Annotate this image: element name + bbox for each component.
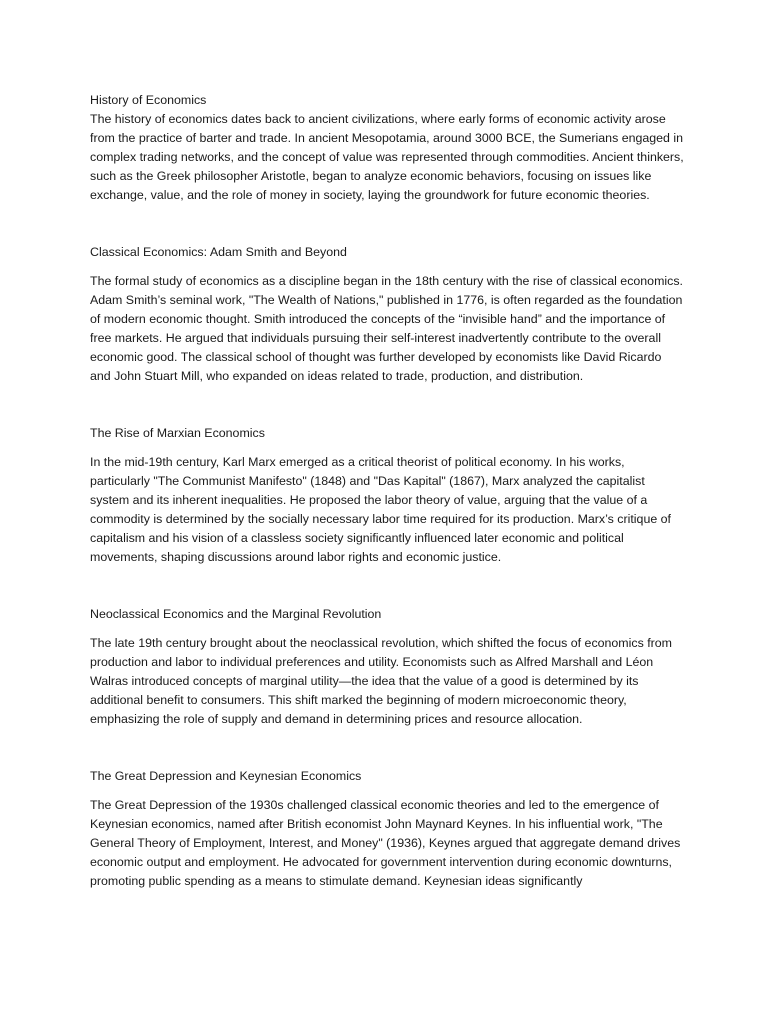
section-heading: Classical Economics: Adam Smith and Beyond xyxy=(90,245,347,259)
section-heading: The Rise of Marxian Economics xyxy=(90,426,265,440)
section-paragraph: The late 19th century brought about the neoclassical revolution, which shifted the focus of economics from production and labor to individual preferences and utility. Economists such as Alfred Marshall and Léon Walras introduced concepts of marginal utility—the idea that the value of a good is determined by its additional benefit to consumers. This shift marked the beginning of modern microeconomic theory, emphasizing the role of supply and demand in determining prices and resource allocation. xyxy=(90,636,672,726)
section-paragraph: The formal study of economics as a discipline began in the 18th century with the rise of classical economics. Adam Smith’s seminal work, "The Wealth of Nations," published in 1776, is often regarded as the foundation of modern economic thought. Smith introduced the concepts of the “invisible hand” and the importance of free markets. He argued that individuals pursuing their self-interest inadvertently contribute to the overall economic good. The classical school of thought was further developed by economists like David Ricardo and John Stuart Mill, who expanded on ideas related to trade, production, and distribution. xyxy=(90,274,683,383)
section-paragraph: In the mid-19th century, Karl Marx emerged as a critical theorist of political economy. In his works, particularly "The Communist Manifesto" (1848) and "Das Kapital" (1867), Marx analyzed the capitalist system and its inherent inequalities. He proposed the labor theory of value, arguing that the value of a commodity is determined by the socially necessary labor time required for its production. Marx’s critique of capitalism and his vision of a classless society significantly influenced later economic and political movements, shaping discussions around labor rights and economic justice. xyxy=(90,455,671,564)
section-classical-economics xyxy=(90,243,684,386)
document-title: History of Economics xyxy=(90,93,207,107)
intro-paragraph: The history of economics dates back to ancient civilizations, where early forms of economic activity arose from the practice of barter and trade. In ancient Mesopotamia, around 3000 BCE, the Sumerians engaged in complex trading networks, and the concept of value was represented through commodities. Ancient thinkers, such as the Greek philosopher Aristotle, began to analyze economic behaviors, focusing on issues like exchange, value, and the role of money in society, laying the groundwork for future economic theories. xyxy=(90,112,684,202)
section-keynesian-economics xyxy=(90,767,684,891)
section-paragraph: The Great Depression of the 1930s challenged classical economic theories and led to the emergence of Keynesian economics, named after British economist John Maynard Keynes. In his influential work, "The General Theory of Employment, Interest, and Money" (1936), Keynes argued that aggregate demand drives economic output and employment. He advocated for government intervention during economic downturns, promoting public spending as a means to stimulate demand. Keynesian ideas significantly xyxy=(90,798,681,888)
document-content xyxy=(90,91,684,891)
section-marxian-economics xyxy=(90,424,684,567)
intro-section xyxy=(90,91,684,205)
section-heading: Neoclassical Economics and the Marginal Revolution xyxy=(90,607,382,621)
section-heading: The Great Depression and Keynesian Economics xyxy=(90,769,362,783)
section-neoclassical-economics xyxy=(90,605,684,729)
